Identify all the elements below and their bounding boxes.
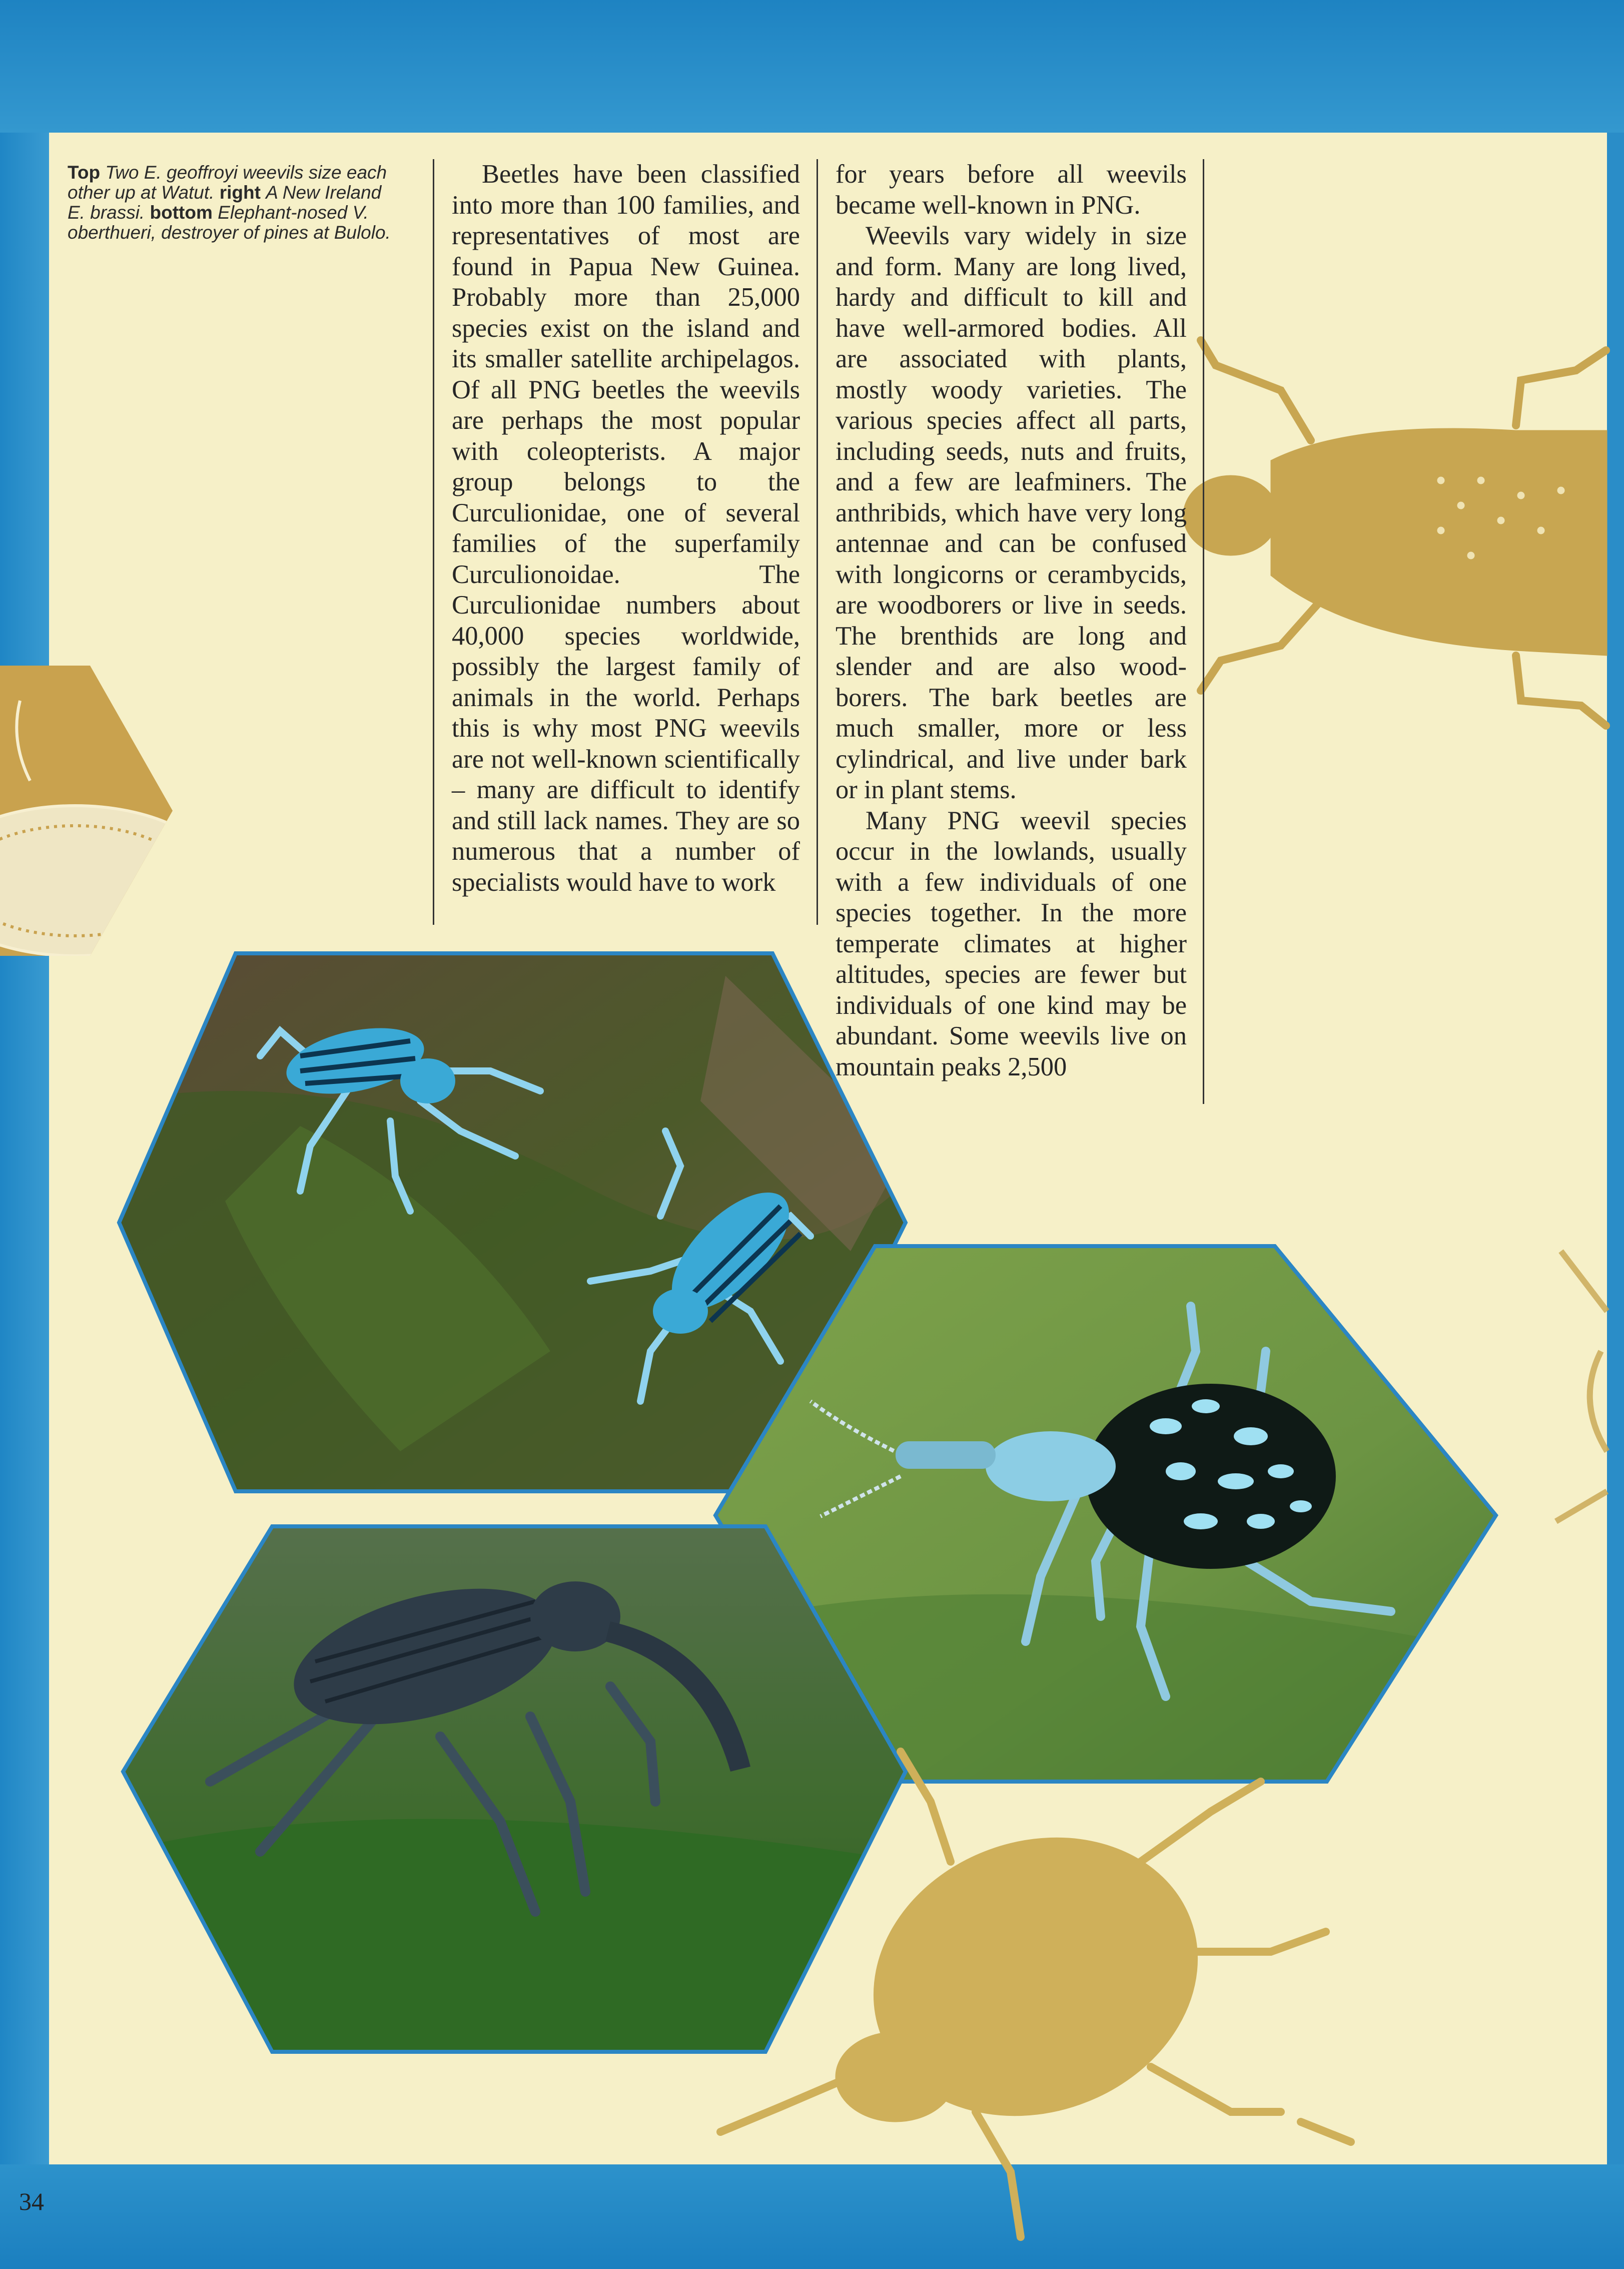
column1-paragraph-1: Beetles have been classified into more than 100 families, and representatives of most are found in Papua New Guinea. Probably more than 25,000 species exist on the island and its smaller satellite archipelagos. Of all PNG beetles the weevils are perhaps the most popular with coleopterists. A major group belongs to the Curculionidae, one of several families of the superfamily Curculionoidae. The Curculionidae numbers about 40,000 species worldwide, possibly the largest family of animals in the world. Perhaps this is why most PNG weevils are not well-known scientifically – many are difficult to identify and still lack names. They are so numerous that a number of specialists would have to work	[452, 160, 800, 897]
photo-caption	[68, 163, 398, 243]
gold-beetle-illustration-top	[1183, 340, 1607, 726]
caption-top-label: Top	[68, 162, 101, 183]
column-rule-right	[1203, 159, 1204, 1104]
caption-bottom-label: bottom	[150, 202, 213, 223]
body-column-2	[836, 159, 1187, 1082]
page-number: 34	[19, 2187, 44, 2215]
column-rule-middle	[817, 159, 818, 925]
column2-paragraph-2: Weevils vary widely in size and form. Many are long lived, hardy and difficult to kill and have well-armored bodies. All are associated with plants, mostly woody varieties. The various species affect all parts, including seeds, nuts and fruits, and a few are leafminers. The anthribids, which have very long antennae and can be confused with longicorns or cerambycids, are woodborers or live in seeds. The brenthids are long and slender and are also wood-borers. The bark beetles are much smaller, more or less cylindrical, and live under bark or in plant stems.	[836, 221, 1187, 804]
ochre-hexagon-left	[0, 666, 260, 956]
column2-paragraph-1: for years before all weevils became well-known in PNG.	[836, 160, 1187, 220]
column-rule-left	[433, 159, 434, 925]
photo-hexagon-bottom	[120, 1521, 911, 2057]
caption-right-label: right	[219, 182, 261, 203]
caption-top-text: Two E. geoffroyi weevils size each other up at Watut.	[68, 162, 387, 203]
gold-beetle-illustration-edge	[1556, 1251, 1607, 1521]
caption-right-text: A New Ireland E. brassi.	[68, 182, 382, 223]
body-column-1	[452, 159, 800, 898]
column2-paragraph-3: Many PNG weevil species occur in the lowlands, usually with a few individuals of one species together. In the more temperate climates at higher altitudes, species are fewer but individuals of one kind may be abundant. Some weevils live on mountain peaks 2,500	[836, 806, 1187, 1081]
caption-bottom-text: Elephant-nosed V. oberthueri, destroyer of pines at Bulolo.	[68, 202, 391, 243]
